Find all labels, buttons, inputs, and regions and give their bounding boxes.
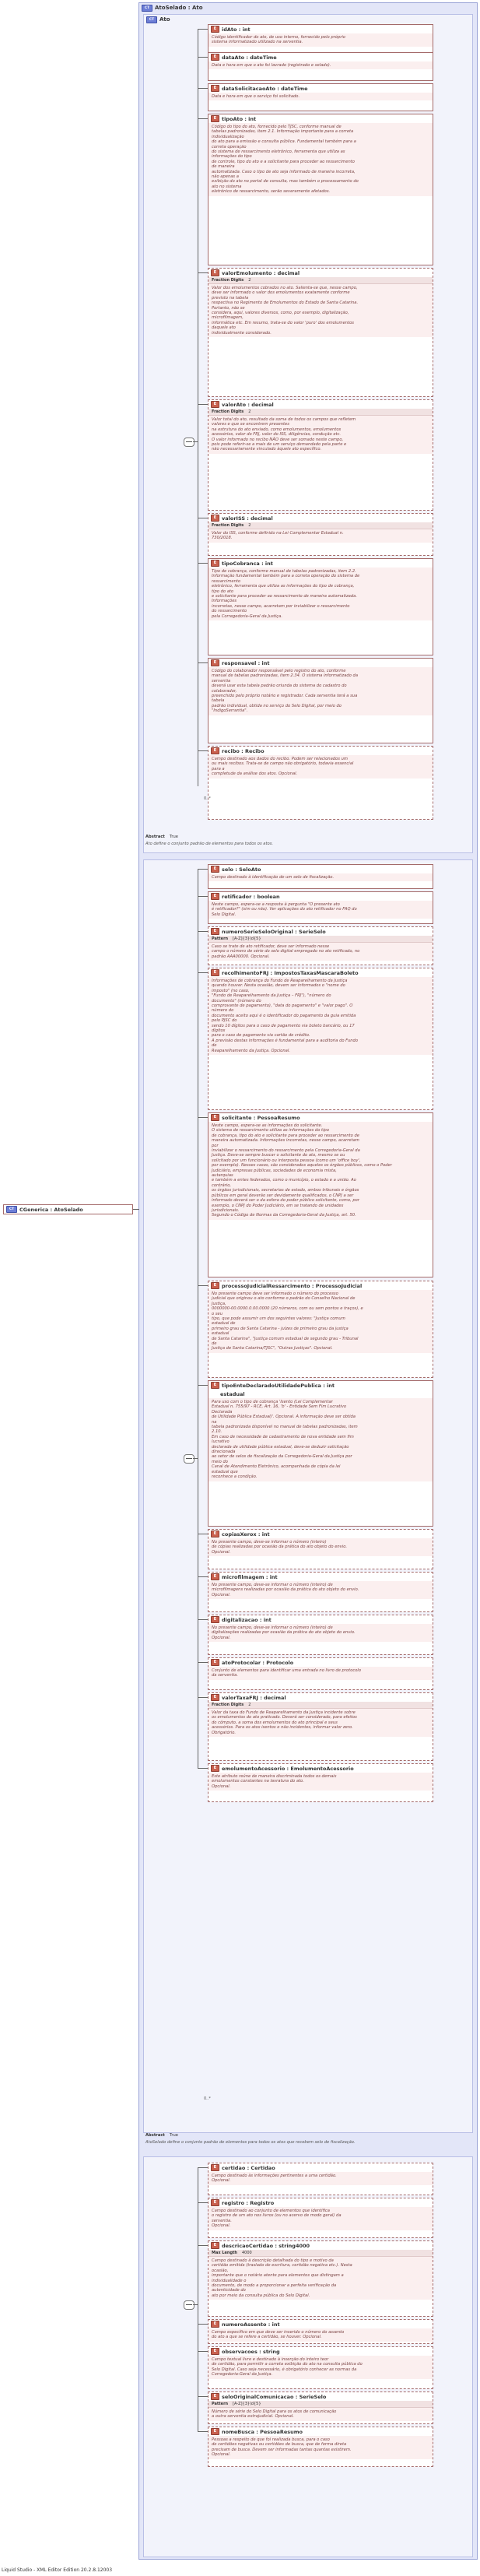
element-documentation: Caso se trate de ato retificador, deve ser informado nesse campo o número de série do selo digital empregado no ato retificado, no padrão AAA00000. Opcional.	[208, 943, 433, 961]
element-ato-protocolar[interactable]	[208, 1657, 433, 1690]
ato-title: Ato	[159, 16, 170, 23]
element-header	[208, 269, 433, 277]
element-header	[208, 1113, 433, 1122]
element-header	[208, 1281, 433, 1290]
element-documentation: Tipo de cobrança, conforme manual de tabelas padronizadas, item 2.2. Informação fundamental também para a correta operação do sistema de ressarcimento eletrônico, ferramenta que utiliza as informações do tipo de cobrança, tipo do ato e solicitante para proceder ao ressarcimento de maneira automatizada. Informações incorretas, nesse campo, acarretam por inviabilizar o ressarcimento do ressarcimento pela Corregedoria-Geral da Justiça.	[208, 568, 433, 620]
ato-header	[144, 15, 472, 24]
element-valor-taxa-frj[interactable]	[208, 1692, 433, 1761]
element-name: valorTaxaFRJ : decimal	[222, 1694, 286, 1701]
element-facet	[208, 2250, 433, 2257]
facet-value: 4000	[241, 2251, 252, 2255]
element-documentation: No presente campo deve ser informado o número do processo judicial que originou o ato conforme o padrão do Conselho Nacional de Justiça, 0000000-00.0000.0.00.0000 (20 números, com ou sem pontos e traços), e o seu tipo, que pode assumir um dos seguintes valores: "Justiça comum estadual de primeiro grau de Santa Catarina - juízes de primeiro grau da justiça estadual de Santa Catarina", "Justiça comum estadual de segundo grau - Tribunal de Justiça de Santa Catarina/TJSC", "Outras Justiças". Opcional.	[208, 1290, 433, 1353]
root-element-header	[4, 1205, 132, 1214]
element-descricao-certidao[interactable]	[208, 2240, 433, 2317]
element-header	[208, 400, 433, 409]
element-documentation: Valor da taxa do Fundo de Reaparelhamento da Justiça incidente sobre os emolumentos do ato praticado. Deverá ser considerado, para efeitos do cômputo, a soma dos emolumentos do ato principal e seus acessórios. Para os atos isentos e não incidentes, informar valor zero. Obrigatório.	[208, 1709, 433, 1737]
element-data-solicitacao-ato[interactable]	[208, 83, 433, 111]
element-header	[208, 968, 433, 977]
element-recibo[interactable]	[208, 746, 433, 820]
facet-value: 2	[248, 409, 251, 414]
element-tipo-ente-declarado-utilidade-publica[interactable]	[208, 1380, 433, 1527]
element-emolumento-acessorio[interactable]	[208, 1763, 433, 1802]
element-documentation: No presente campo, deve-se informar o número (inteiro) de digitalizações realizadas por ocasião da prática do ato objeto do envio. Opcional.	[208, 1624, 433, 1642]
emolumento-cardinality: 0..*	[204, 2096, 211, 2101]
element-header	[208, 2347, 433, 2356]
element-tipo-cobranca[interactable]	[208, 558, 433, 655]
element-header	[208, 1693, 433, 1702]
element-documentation: Campo textual livre e destinado à inserção do inteiro teor de certidão, para permitir a correta exibição do ato na consulta pública do Selo Digital. Caso seja necessário, é obrigatório conhecer as normas da Corregedoria-Geral da Justiça.	[208, 2356, 433, 2379]
element-documentation: Informações de cobrança do Fundo de Reaparelhamento da Justiça quando houver. Nesta ocasião, devem ser informados o "nome do imposto" (no caso, "Fundo de Reaparelhamento da Justiça – FRJ"), "número do documento" (número do comprovante de pagamento), "data do pagamento" e "valor pago". O número do documento aceito aqui é o identificador do pagamento da guia emitida pelo PJSC do sendo 10 dígitos para o caso de pagamento via boleto bancário, ou 17 dígitos para o caso de pagamento via cartão de crédito. A previsão destas informações é fundamental para a auditoria do Fundo de Reaparelhamento da Justiça. Opcional.	[208, 977, 433, 1055]
element-icon: E	[211, 1573, 219, 1580]
element-facet	[208, 1702, 433, 1709]
element-name: idAto : int	[222, 26, 251, 33]
element-name: responsavel : int	[222, 659, 270, 666]
element-icon: E	[211, 2348, 219, 2355]
ato-abstract	[143, 835, 470, 839]
element-valor-ato[interactable]	[208, 399, 433, 511]
element-icon: E	[211, 659, 219, 666]
element-name: recibo : Recibo	[222, 747, 265, 754]
element-header	[208, 114, 433, 123]
element-icon: E	[211, 2242, 219, 2249]
facet-label: Fraction Digits	[212, 278, 244, 283]
element-name: tipoAto : int	[222, 115, 257, 122]
element-header	[208, 84, 433, 93]
element-icon: E	[211, 560, 219, 567]
atoselado-description: AtoSelado define o conjunto padrão de elementos para todos os atos que recebem selo de fiscalização.	[145, 2140, 356, 2145]
footer-text: Liquid Studio - XML Editor Edition 20.2.8.12003	[2, 2567, 113, 2573]
element-header	[208, 927, 433, 936]
element-header	[208, 1381, 433, 1390]
element-icon: E	[211, 1765, 219, 1772]
element-header	[208, 2198, 433, 2207]
element-documentation: Campo destinado ao conjunto de elementos que identifica o registro de um ato nos livros (ou no acervo de modo geral) da serventia. Opcional.	[208, 2207, 433, 2230]
element-documentation: No presente campo, deve-se informar o número (inteiro) de cópias realizadas por ocasião da prática do ato objeto do envio. Opcional.	[208, 1538, 433, 1556]
element-name: valorAto : decimal	[222, 401, 274, 408]
element-name: valorISS : decimal	[222, 515, 273, 522]
element-icon: E	[211, 54, 219, 61]
element-icon: E	[211, 969, 219, 976]
element-icon: E	[211, 269, 219, 276]
element-name: digitalizacao : int	[222, 1616, 272, 1623]
element-documentation: Neste campo, espera-se a resposta à pergunta "O presente ato é retificador?" (sim ou não). Ver aplicações do ato retificador no FAQ do Selo Digital.	[208, 901, 433, 919]
element-name: certidao : Certidao	[222, 2164, 275, 2171]
facet-label: Max Length	[212, 2251, 237, 2255]
root-element-cgenerica[interactable]	[3, 1204, 133, 1214]
facet-value: 2	[248, 278, 251, 283]
element-name-continued: estadual	[220, 1390, 245, 1397]
complex-type-icon: CT	[146, 16, 157, 23]
element-facet	[208, 2401, 433, 2408]
element-header	[208, 659, 433, 667]
element-header	[208, 559, 433, 568]
element-retificador[interactable]	[208, 891, 433, 924]
element-icon: E	[211, 115, 219, 122]
element-documentation: Campo destinado às informações pertinentes a uma certidão. Opcional.	[208, 2172, 433, 2185]
element-header	[208, 1573, 433, 1581]
element-header	[208, 2320, 433, 2328]
element-documentation: Campo destinado à identificação de um selo de fiscalização.	[208, 873, 433, 881]
element-name: nomeBusca : PessoaResumo	[222, 2428, 303, 2435]
element-icon: E	[211, 1694, 219, 1701]
element-icon: E	[211, 1530, 219, 1538]
element-header	[208, 2427, 433, 2436]
element-observacoes[interactable]	[208, 2346, 433, 2389]
element-icon: E	[211, 85, 219, 92]
facet-label: Fraction Digits	[212, 409, 244, 414]
element-name: seloOriginalComunicacao : SerieSelo	[222, 2393, 327, 2400]
atoselado-abstract	[143, 2133, 470, 2138]
element-name: atoProtocolar : Protocolo	[222, 1659, 294, 1666]
element-icon: E	[211, 1616, 219, 1623]
element-icon: E	[211, 893, 219, 900]
element-documentation: Campo destinado aos dados do recibo. Podem ser relacionados um ou mais recibos. Trata-se de campo não obrigatório, todavia essencial para a completude da análise dos atos. Opcional.	[208, 755, 433, 778]
element-microfilmagem[interactable]	[208, 1572, 433, 1612]
element-icon: E	[211, 401, 219, 408]
element-name: numeroAssento : int	[222, 2321, 280, 2328]
element-header	[208, 747, 433, 755]
element-name: dataSolicitacaoAto : dateTime	[222, 85, 308, 92]
facet-value: 2	[248, 1703, 251, 1707]
abstract-label: Abstract	[145, 2133, 165, 2138]
element-icon: E	[211, 1282, 219, 1289]
element-documentation: Campo destinado à descrição detalhada do tipo e motivo da certidão emitida (traslado de escritura, certidão negativa etc.). Nesta ocasião, importante que o notário atente para elementos que distingam a individualidade o documento, de modo a proporcionar a perfeita verificação da autenticidade do ato por meio da consulta pública do Selo Digital.	[208, 2257, 433, 2300]
element-facet	[208, 277, 433, 284]
element-nome-busca[interactable]	[208, 2427, 433, 2467]
element-icon: E	[211, 2199, 219, 2206]
atoselado-title: AtoSelado : Ato	[155, 5, 203, 11]
element-header	[208, 25, 433, 33]
element-icon: E	[211, 1659, 219, 1666]
element-selo-original-comunicacao[interactable]	[208, 2391, 433, 2424]
element-documentation: Para uso com o tipo de cobrança 'Isento (Lei Complementar Estadual n. 755/97 - RCE, Art. 16, 'b' - Entidade Sem Fim Lucrativo Declarada de Utilidade Pública Estadual)'. Opcional. A informação deve ser obtida na tabela padronizada disponível no manual de tabelas padronizadas, item 2.10. Em caso de necessidade de cadastramento de nova entidade sem fim lucrativo declarada de utilidade pública estadual, deve-se deduzir solicitação direcionada ao setor de selos de fiscalização da Corregedoria-Geral da Justiça por meio do Canal de Atendimento Eletrônico, acompanhada de cópia da lei estadual que reconhece a condição.	[208, 1398, 433, 1481]
facet-label: Fraction Digits	[212, 523, 244, 528]
element-responsavel[interactable]	[208, 658, 433, 743]
facet-value: [A-Z]{3}\d{5}	[233, 2402, 261, 2406]
element-icon: E	[211, 515, 219, 522]
element-name: processoJudicialRessarcimento : ProcessoJudicial	[222, 1282, 363, 1289]
abstract-value: True	[169, 835, 178, 839]
element-name: tipoEnteDeclaradoUtilidadePublica : int	[222, 1382, 335, 1389]
element-solicitante[interactable]	[208, 1112, 433, 1277]
ato-description: Ato define o conjunto padrão de elementos para todos os atos.	[145, 842, 274, 846]
element-documentation: Conjunto de elementos para identificar uma entrada no livro de protocolo da serventia.	[208, 1667, 433, 1680]
element-header	[208, 892, 433, 901]
gen-sequence-icon	[184, 2300, 194, 2310]
element-copias-xerox[interactable]	[208, 1529, 433, 1569]
element-icon: E	[211, 26, 219, 33]
element-numero-serie-selo-original[interactable]	[208, 926, 433, 965]
element-processo-judicial-ressarcimento[interactable]	[208, 1281, 433, 1378]
element-header	[208, 2163, 433, 2172]
element-documentation: Valor do ISS, conforme definido na Lei Complementar Estadual n. 730/2018.	[208, 529, 433, 543]
element-header	[208, 2392, 433, 2401]
element-documentation: Neste campo, espera-se as informações do solicitante. O sistema de ressarcimento utiliza as informações do tipo de cobrança, tipo do ato e solicitante para proceder ao ressarcimento de maneira automatizada. Informações incorretas, nesse campo, acarretam por inviabilizar o ressarcimento do ressarcimento pela Corregedoria-Geral da Justiça. Deve-se sempre buscar o solicitante do ato, mesmo se ou solicitado por um funcionário ou interposta pessoa (como um 'office boy', por exemplo). Nesses casos, são considerados aqueles os órgãos públicos, como o Poder Judiciário, empresas públicas, sociedades de economia mista, autarquias e também a entes federados, como o município, o estado e a união. Ao contrário, os órgãos jurisdicionais, secretarias de estado, ambos tribunais e órgãos públicos em geral deverão ser devidamente qualificados, o CNPJ a ser informado deverá ser o da esfera do poder público solicitante, como, por exemplo, o CNPJ do Poder Judiciário, em se tratando de unidades jurisdicionais. Segundo o Código de Normas da Corregedoria-Geral da Justiça, art. 50.	[208, 1122, 433, 1220]
facet-label: Pattern	[212, 937, 229, 941]
recibo-cardinality: 0..*	[204, 796, 211, 801]
element-header	[208, 514, 433, 522]
element-documentation: Código do tipo do ato, fornecido pelo TJSC, conforme manual de tabelas padronizadas, item 2.1. Informação importante para a correta individualização do ato para a emissão e consulta pública. Fundamental também para a correta operação do sistema de ressarcimento eletrônico, ferramenta que utiliza as informações do tipo de controle, tipo do ato e a solicitante para proceder ao ressarcimento de maneira automatizada. Caso o tipo de ato seja informado de maneira incorreta, não apenas a exibição do ato no portal de consulta, mas também o processamento do ato no sistema eletrônico de ressarcimento, serão severamente afetados.	[208, 123, 433, 196]
element-facet	[208, 522, 433, 529]
element-data-ato[interactable]	[208, 52, 433, 81]
element-numero-assento[interactable]	[208, 2319, 433, 2344]
element-selo[interactable]	[208, 864, 433, 889]
element-header	[208, 1658, 433, 1667]
element-facet	[208, 409, 433, 416]
element-icon: E	[211, 928, 219, 935]
element-name: emolumentoAcessorio : EmolumentoAcessorio	[222, 1765, 354, 1772]
element-documentation: No presente campo, deve-se informar o número (inteiro) de microfilmagens realizadas por ocasião da prática do ato objeto do envio. Opcional.	[208, 1581, 433, 1599]
element-icon: E	[211, 747, 219, 754]
element-documentation: Data e hora em que o ato foi lavrado (registrado e selado).	[208, 62, 433, 69]
element-name: recolhimentoFRJ : ImpostosTaxasMascaraBoleto	[222, 969, 359, 976]
atoselado-header	[139, 3, 477, 12]
element-valor-iss[interactable]	[208, 513, 433, 556]
element-header	[208, 53, 433, 62]
facet-label: Pattern	[212, 2402, 229, 2406]
element-icon: E	[211, 2393, 219, 2400]
element-icon: E	[211, 1382, 219, 1389]
element-documentation: Campo específico em que deve ser inserido o número do assento do ato a que se refere a certidão, se houver. Opcional.	[208, 2328, 433, 2342]
facet-label: Fraction Digits	[212, 1703, 244, 1707]
facet-value: [A-Z]{3}\d{5}	[233, 937, 261, 941]
element-documentation: Código identificador do ato, de uso interno, fornecido pelo próprio sistema informatizado utilizado na serventia.	[208, 33, 433, 47]
element-name: retificador : boolean	[222, 893, 280, 900]
element-name: copiasXerox : int	[222, 1530, 270, 1538]
element-header	[208, 1764, 433, 1773]
element-icon: E	[211, 866, 219, 873]
element-documentation: Data e hora em que o serviço foi solicitado.	[208, 93, 433, 100]
element-name: tipoCobranca : int	[222, 560, 273, 567]
element-icon: E	[211, 2428, 219, 2435]
element-documentation: Este atributo reúne de maneira discriminada todos os demais emolumentos constantes na lavratura do ato. Opcional.	[208, 1773, 433, 1791]
complex-type-icon: CT	[142, 5, 152, 12]
element-name: selo : SeloAto	[222, 866, 261, 873]
element-icon: E	[211, 2321, 219, 2328]
ato-sequence-icon	[184, 438, 194, 447]
root-element-name: CGenerica : AtoSelado	[19, 1206, 83, 1213]
element-icon: E	[211, 2164, 219, 2171]
element-recolhimento-frj[interactable]	[208, 968, 433, 1110]
element-documentation: Pessoas a respeito de que foi realizada busca, para o caso de certidões negativas ou certidões de busca, que de forma direta precisam de busca. Devem ser informadas tantas quantas existirem. Opcional.	[208, 2436, 433, 2459]
element-name: solicitante : PessoaResumo	[222, 1114, 300, 1121]
element-name: numeroSerieSeloOriginal : SerieSelo	[222, 928, 326, 935]
element-digitalizacao[interactable]	[208, 1615, 433, 1655]
element-tipo-ato[interactable]	[208, 114, 433, 265]
element-icon: E	[211, 1114, 219, 1121]
element-header	[208, 1530, 433, 1538]
element-name: valorEmolumento : decimal	[222, 269, 300, 276]
complex-type-icon: CT	[6, 1206, 17, 1213]
element-name: descricaoCertidao : string4000	[222, 2242, 310, 2249]
abstract-value: True	[169, 2133, 178, 2138]
element-certidao[interactable]	[208, 2163, 433, 2195]
element-documentation: Valor total do ato, resultado da soma de todos os campos que refletem valores e que se encontrem presentes na estrutura do ato enviado, como emolumentos, emolumentos acessórios, valor do FRJ, valor do ISS, diligências, condução etc. O valor informado no recibo NÃO deve ser somado neste campo, pois pode referir-se a mais de um serviço demandado pela parte e não necessariamente vinculado àquele ato específico.	[208, 416, 433, 454]
element-documentation: Código do colaborador responsável pelo registro do ato, conforme manual de tabelas padronizadas, item 2.34. O sistema informatizado da serventia deverá usar esta tabela padrão oriunda do sistema do cadastro do colaborador, preenchido pelo próprio notário e registrador. Cada serventia terá a sua tabela padrão individual, obtida no serviço do Selo Digital, por meio do "IndigoSerrantia".	[208, 667, 433, 715]
element-facet	[208, 936, 433, 943]
element-header	[208, 2241, 433, 2250]
element-documentation: Número de série do Selo Digital para os atos de comunicação a outra serventia extrajudicial. Opcional.	[208, 2408, 433, 2421]
element-header	[208, 1615, 433, 1624]
element-documentation: Valor dos emolumentos cobrados no ato. Salienta-se que, nesse campo, deve ser informado o valor dos emolumentos exatamente conforme previsto na tabela respectiva no Regimento de Emolumentos do Estado de Santa Catarina. Portanto, não se considera, aqui, valores diversos, como, por exemplo, digitalização, microfilmagem, informática etc. Em resumo, trata-se do valor 'puro' dos emolumentos daquele ato individualmente considerado.	[208, 284, 433, 337]
element-name: microfilmagem : int	[222, 1573, 278, 1580]
element-valor-emolumento[interactable]	[208, 268, 433, 397]
mid-sequence-icon	[184, 1454, 194, 1464]
element-name: dataAto : dateTime	[222, 54, 277, 61]
element-header	[208, 865, 433, 873]
element-name: observacoes : string	[222, 2348, 280, 2355]
facet-value: 2	[248, 523, 251, 528]
element-name: registro : Registro	[222, 2199, 275, 2206]
element-registro[interactable]	[208, 2198, 433, 2238]
abstract-label: Abstract	[145, 835, 165, 839]
